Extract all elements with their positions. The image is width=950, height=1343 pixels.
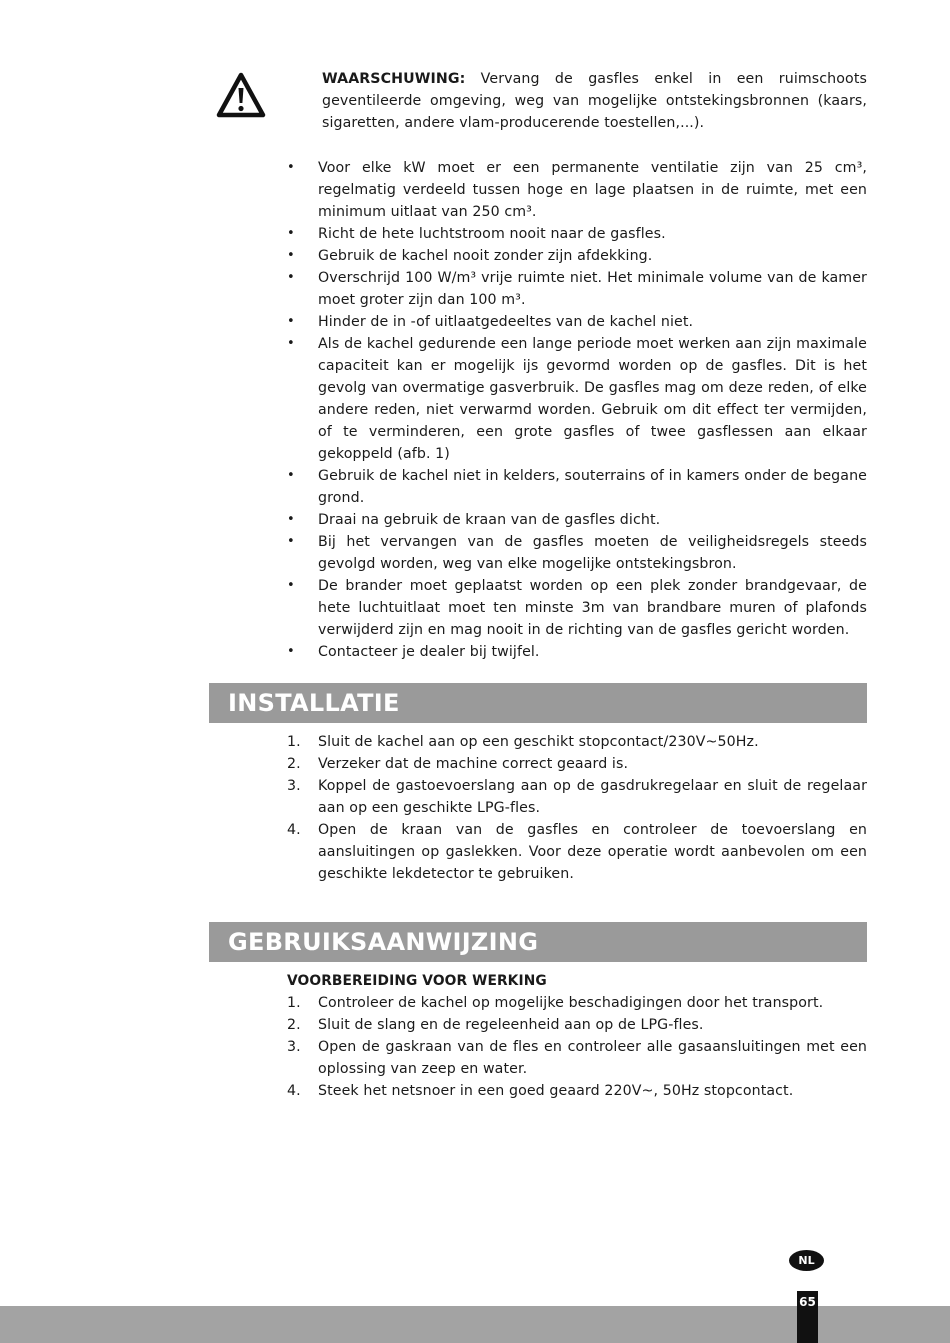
bullet-item (287, 509, 867, 531)
bullet-item-marker: • (287, 468, 295, 483)
voorbereiding-step (287, 992, 867, 1014)
warning-paragraph (322, 68, 867, 134)
bullet-item-marker: • (287, 248, 295, 263)
installatie-step-marker: 2. (287, 756, 301, 772)
voorbereiding-step (287, 1014, 867, 1036)
bullet-item-marker: • (287, 314, 295, 329)
voorbereiding-step-marker: 2. (287, 1017, 301, 1033)
installatie-step (287, 819, 867, 885)
bullet-item-marker: • (287, 160, 295, 175)
voorbereiding-step-marker: 4. (287, 1083, 301, 1099)
bullet-item-text: Richt de hete luchtstroom nooit naar de gasfles. (318, 226, 666, 242)
bullet-item (287, 641, 867, 663)
installatie-step-text: Open de kraan van de gasfles en controleer de toevoerslang en aansluitingen op gaslekken. Voor deze operatie wordt aanbevolen om een geschikte lekdetector te gebruiken. (318, 822, 867, 882)
voorbereiding-step (287, 1080, 867, 1102)
voorbereiding-step (287, 1036, 867, 1080)
installatie-step-text: Koppel de gastoevoerslang aan op de gasdrukregelaar en sluit de regelaar aan op een geschikte LPG-fles. (318, 778, 867, 816)
bullet-item (287, 157, 867, 223)
bullet-item (287, 267, 867, 311)
warning-text: Vervang de gasfles enkel in een ruimschoots geventileerde omgeving, weg van mogelijke ontstekingsbronnen (kaars, sigaretten, andere vlam-producerende toestellen,...). (322, 71, 867, 131)
language-badge: NL (789, 1250, 824, 1271)
bullet-item-marker: • (287, 226, 295, 241)
bullet-item-text: Draai na gebruik de kraan van de gasfles dicht. (318, 512, 661, 528)
bullet-item-text: Bij het vervangen van de gasfles moeten de veiligheidsregels steeds gevolgd worden, weg van elke mogelijke ontstekingsbron. (318, 534, 867, 572)
voorbereiding-step-text: Steek het netsnoer in een goed geaard 220V~, 50Hz stopcontact. (318, 1083, 794, 1099)
bullet-item (287, 223, 867, 245)
bullet-item-marker: • (287, 336, 295, 351)
installatie-step-marker: 4. (287, 822, 301, 838)
section-title-installatie: INSTALLATIE (228, 689, 400, 717)
installatie-steps (287, 731, 867, 885)
bullet-item (287, 311, 867, 333)
installatie-step-marker: 3. (287, 778, 301, 794)
bullet-item-text: Overschrijd 100 W/m³ vrije ruimte niet. Het minimale volume van de kamer moet groter zijn dan 100 m³. (318, 270, 867, 308)
page-number-tab (797, 1291, 818, 1343)
voorbereiding-step-text: Open de gaskraan van de fles en controleer alle gasaansluitingen met een oplossing van zeep en water. (318, 1039, 867, 1077)
safety-bullet-list (287, 157, 867, 663)
installatie-step-marker: 1. (287, 734, 301, 750)
section-header-installatie (209, 683, 867, 723)
bullet-item-marker: • (287, 270, 295, 285)
page-number: 65 (799, 1295, 816, 1309)
bullet-item (287, 531, 867, 575)
installatie-step-text: Verzeker dat de machine correct geaard is. (318, 756, 629, 772)
voorbereiding-steps (287, 992, 867, 1102)
bullet-item-marker: • (287, 534, 295, 549)
bullet-item-text: Contacteer je dealer bij twijfel. (318, 644, 540, 660)
bullet-item-marker: • (287, 578, 295, 593)
bullet-item-text: Gebruik de kachel niet in kelders, souterrains of in kamers onder de begane grond. (318, 468, 867, 506)
installatie-step (287, 753, 867, 775)
bullet-item-text: Als de kachel gedurende een lange periode moet werken aan zijn maximale capaciteit kan er mogelijk ijs gevormd worden op de gasfles. Dit is het gevolg van overmatige gasverbruik. De gasfles mag om deze reden, of elke andere reden, niet verwarmd worden. Gebruik om dit effect ter vermijden, of te verminderen, een grote gasfles of twee gasflessen aan elkaar gekoppeld (afb. 1) (318, 336, 867, 462)
warning-label: WAARSCHUWING: (322, 71, 466, 87)
installatie-step (287, 731, 867, 753)
bullet-item-marker: • (287, 644, 295, 659)
subheading-voorbereiding: VOORBEREIDING VOOR WERKING (287, 973, 547, 989)
bullet-item (287, 465, 867, 509)
voorbereiding-step-marker: 3. (287, 1039, 301, 1055)
section-title-gebruiksaanwijzing: GEBRUIKSAANWIJZING (228, 928, 539, 956)
installatie-step-text: Sluit de kachel aan op een geschikt stopcontact/230V~50Hz. (318, 734, 759, 750)
installatie-step (287, 775, 867, 819)
bullet-item-text: Voor elke kW moet er een permanente ventilatie zijn van 25 cm³, regelmatig verdeeld tussen hoge en lage plaatsen in de ruimte, met een minimum uitlaat van 250 cm³. (318, 160, 867, 220)
bullet-item-text: Hinder de in -of uitlaatgedeeltes van de kachel niet. (318, 314, 694, 330)
bullet-item (287, 575, 867, 641)
voorbereiding-step-text: Controleer de kachel op mogelijke beschadigingen door het transport. (318, 995, 824, 1011)
bullet-item-marker: • (287, 512, 295, 527)
section-header-gebruiksaanwijzing (209, 922, 867, 962)
bullet-item-text: Gebruik de kachel nooit zonder zijn afdekking. (318, 248, 653, 264)
bullet-item (287, 245, 867, 267)
bullet-item (287, 333, 867, 465)
bullet-item-text: De brander moet geplaatst worden op een plek zonder brandgevaar, de hete luchtuitlaat moet ten minste 3m van brandbare muren of plafonds verwijderd zijn en mag nooit in de richting van de gasfles gericht worden. (318, 578, 867, 638)
voorbereiding-step-marker: 1. (287, 995, 301, 1011)
voorbereiding-step-text: Sluit de slang en de regeleenheid aan op de LPG-fles. (318, 1017, 704, 1033)
warning-triangle-icon (216, 72, 266, 118)
